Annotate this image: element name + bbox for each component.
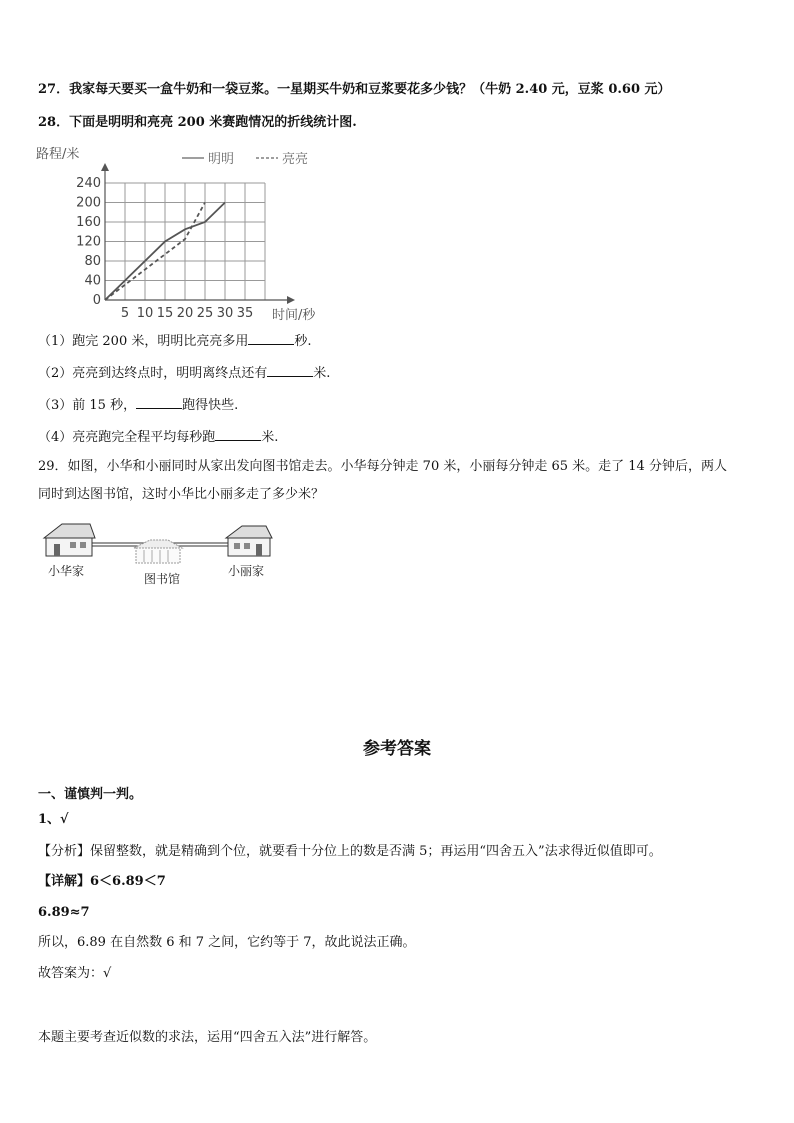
y-axis-label: 路程/米: [36, 147, 80, 162]
chart-axes: [101, 163, 295, 304]
y-tick-label: 120: [76, 234, 101, 250]
xiaohua-home-label: 小华家: [48, 564, 85, 578]
legend-label: 亮亮: [282, 152, 309, 167]
y-tick-label: 40: [84, 273, 101, 289]
route-diagram: [40, 518, 300, 593]
q28-sub1-text: （1）跑完 200 米，明明比亮亮多用: [38, 334, 249, 349]
q28-sub1: [38, 332, 312, 351]
q28-sub3: [38, 396, 238, 415]
x-tick-label: 30: [216, 306, 234, 321]
q28-sub3-unit: 跑得快些.: [182, 398, 239, 413]
q28-sub2: [38, 364, 330, 383]
x-axis-arrow: [287, 296, 295, 304]
answer-blank[interactable]: [215, 428, 261, 441]
y-tick-label: 200: [76, 195, 101, 211]
x-tick-label: 20: [176, 306, 194, 321]
approx-text: 6.89≈7: [38, 905, 90, 920]
y-tick-label: 240: [76, 176, 101, 191]
y-tick-label: 0: [92, 293, 101, 308]
answer-item-1: 1、√: [38, 812, 69, 827]
q28-sub2-text: （2）亮亮到达终点时，明明离终点还有: [38, 366, 268, 381]
final-answer: 故答案为：√: [38, 966, 112, 981]
y-tick-label: 160: [76, 215, 101, 230]
x-tick-label: 15: [156, 306, 174, 321]
question-29-line2: 同时到达图书馆，这时小华比小丽多走了多少米？: [38, 487, 325, 502]
answer-blank[interactable]: [267, 364, 313, 377]
q28-sub1-unit: 秒.: [294, 334, 312, 349]
q28-sub4: [38, 428, 278, 447]
answer-blank[interactable]: [136, 396, 182, 409]
x-tick-label: 35: [236, 306, 254, 321]
chart-legend: [182, 152, 308, 167]
question-28: 28．下面是明明和亮亮 200 米赛跑情况的折线统计图.: [38, 115, 357, 130]
xiaoli-house-icon: [226, 526, 272, 556]
question-29-line1: 29．如图，小华和小丽同时从家出发向图书馆走去。小华每分钟走 70 米，小丽每分钟走 65 米。走了 14 分钟后，两人: [38, 459, 727, 474]
x-axis-label: 时间/秒: [272, 308, 316, 323]
detail-text: 【详解】6＜6.89＜7: [38, 874, 166, 889]
library-label: 图书馆: [144, 572, 181, 586]
x-tick-label: 25: [196, 306, 214, 321]
y-tick-label: 80: [84, 254, 101, 269]
xiaoli-home-label: 小丽家: [228, 564, 265, 578]
q28-sub4-unit: 米.: [261, 430, 279, 445]
line-chart: [30, 138, 330, 328]
q28-sub2-unit: 米.: [313, 366, 331, 381]
section-heading: 一、谨慎判一判。: [38, 787, 143, 802]
x-tick-label: 5: [120, 306, 130, 321]
y-axis-arrow: [101, 163, 109, 171]
q28-sub3-text: （3）前 15 秒，: [38, 398, 137, 413]
reasoning-text: 所以，6.89 在自然数 6 和 7 之间，它约等于 7，故此说法正确。: [38, 935, 416, 950]
analysis-text: 【分析】保留整数，就是精确到个位，就要看十分位上的数是否满 5；再运用“四舍五入”法求得近似值即可。: [38, 844, 662, 859]
xiaohua-house-icon: [44, 524, 95, 556]
answer-blank[interactable]: [248, 332, 294, 345]
answers-title: 参考答案: [363, 739, 431, 759]
x-tick-label: 10: [136, 306, 154, 321]
legend-label: 明明: [208, 152, 235, 167]
question-27: 27．我家每天要买一盒牛奶和一袋豆浆。一星期买牛奶和豆浆要花多少钱？（牛奶 2.40 元，豆浆 0.60 元）: [38, 82, 671, 97]
q28-sub4-text: （4）亮亮跑完全程平均每秒跑: [38, 430, 216, 445]
summary-text: 本题主要考查近似数的求法，运用“四舍五入法”进行解答。: [38, 1030, 377, 1045]
